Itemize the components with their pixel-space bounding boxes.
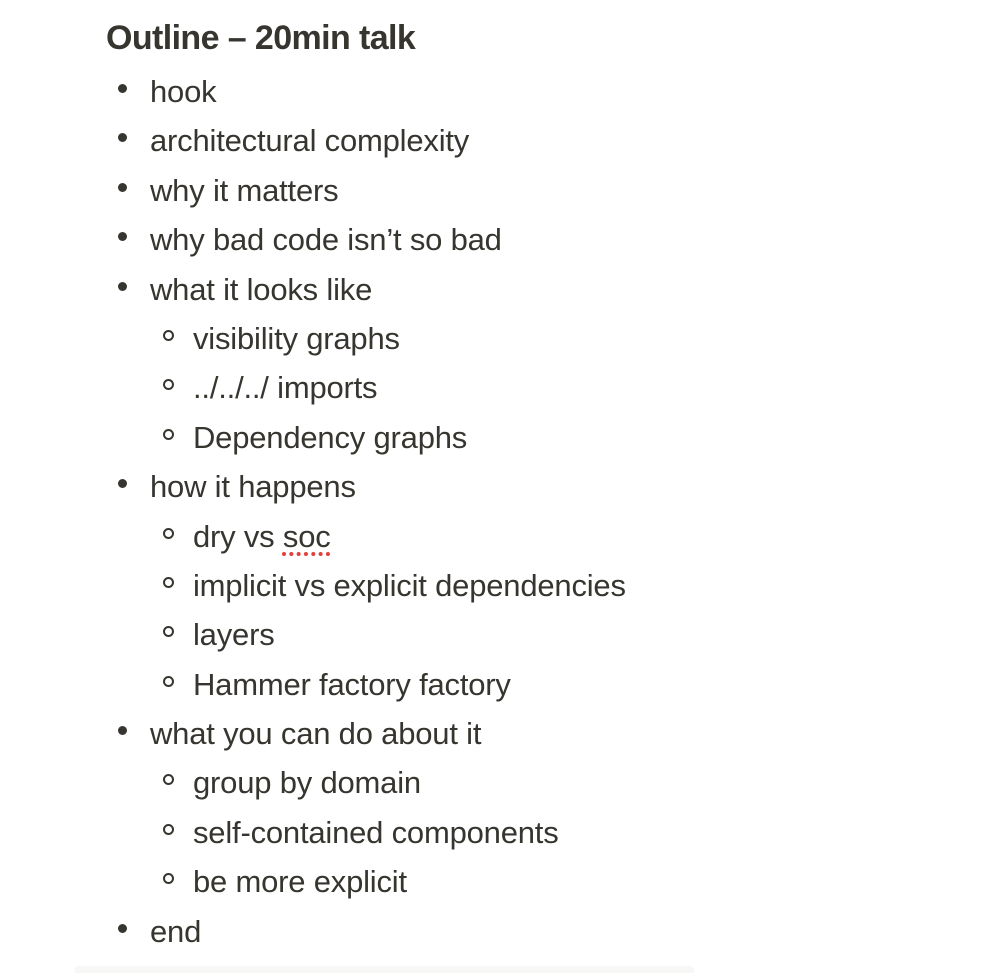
outline-item-text: self-contained components [193, 814, 559, 850]
misspelled-word[interactable]: soc [282, 518, 331, 554]
outline-subitem[interactable] [0, 857, 1000, 906]
outline-item-text: what it looks like [150, 271, 373, 307]
outline-subitem[interactable] [0, 758, 1000, 807]
outline-item-text: implicit vs explicit dependencies [193, 567, 626, 603]
bullet-circle-icon [163, 429, 174, 440]
outline-item-text: Dependency graphs [193, 419, 468, 455]
outline-list [0, 67, 1000, 956]
outline-subitem[interactable] [0, 660, 1000, 709]
bullet-disc-icon [118, 232, 127, 241]
bullet-disc-icon [118, 282, 127, 291]
outline-item[interactable] [0, 215, 1000, 264]
bullet-disc-icon [118, 133, 127, 142]
outline-subitem[interactable] [0, 363, 1000, 412]
bullet-circle-icon [163, 873, 174, 884]
outline-subitem[interactable] [0, 314, 1000, 363]
bullet-circle-icon [163, 577, 174, 588]
outline-item-text: end [150, 913, 202, 949]
outline-subitem[interactable] [0, 413, 1000, 462]
bullet-circle-icon [163, 330, 174, 341]
outline-item[interactable] [0, 709, 1000, 758]
bullet-circle-icon [163, 676, 174, 687]
outline-subitem[interactable] [0, 610, 1000, 659]
bullet-disc-icon [118, 924, 127, 933]
outline-item-text: ../../../ imports [193, 370, 378, 406]
outline-item-text: architectural complexity [150, 123, 470, 159]
outline-item-text: group by domain [193, 765, 421, 801]
outline-item-text: hook [150, 74, 217, 109]
bullet-circle-icon [163, 626, 174, 637]
page-title[interactable]: Outline – 20min talk [106, 19, 416, 57]
outline-item-text: why it matters [150, 172, 339, 208]
outline-item-text: be more explicit [193, 864, 407, 900]
next-block-edge[interactable] [75, 966, 694, 973]
bullet-disc-icon [118, 726, 127, 735]
outline-item-text: layers [193, 617, 275, 653]
outline-item[interactable] [0, 462, 1000, 511]
bullet-circle-icon [163, 379, 174, 390]
outline-item[interactable] [0, 907, 1000, 956]
outline-item-text: what you can do about it [150, 716, 482, 752]
bullet-disc-icon [118, 84, 127, 93]
outline-item-text: how it happens [150, 469, 356, 505]
bullet-disc-icon [118, 183, 127, 192]
outline-subitem[interactable] [0, 561, 1000, 610]
outline-item-text: dry vs [193, 518, 283, 554]
outline-item-text: why bad code isn’t so bad [150, 222, 502, 258]
outline-subitem[interactable] [0, 808, 1000, 857]
outline-item-text: visibility graphs [193, 320, 400, 356]
bullet-circle-icon [163, 824, 174, 835]
outline-item[interactable] [0, 67, 1000, 116]
outline-item[interactable] [0, 116, 1000, 165]
outline-item-text: Hammer factory factory [193, 666, 511, 702]
bullet-circle-icon [163, 528, 174, 539]
bullet-circle-icon [163, 774, 174, 785]
outline-subitem[interactable] [0, 512, 1000, 561]
bullet-disc-icon [118, 479, 127, 488]
outline-item[interactable] [0, 166, 1000, 215]
outline-item[interactable] [0, 265, 1000, 314]
